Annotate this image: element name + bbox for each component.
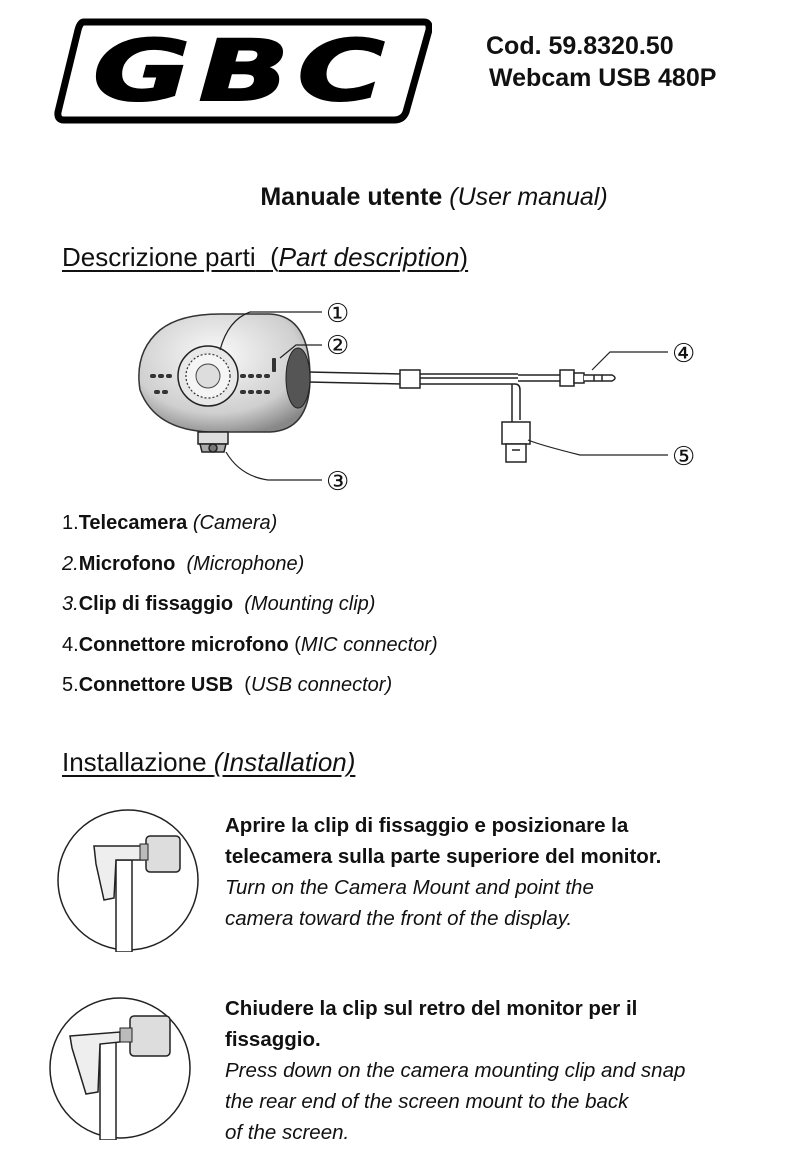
installation-heading-en: (Installation) <box>213 747 356 777</box>
list-item: 2.Microfono (Microphone) <box>62 552 305 575</box>
callout-3: ③ <box>326 467 350 497</box>
installation-heading-it: Installazione <box>62 747 207 777</box>
step-1-illustration <box>56 808 200 952</box>
mic-connector <box>518 370 615 386</box>
gbc-logo <box>54 18 432 124</box>
product-name: Webcam USB 480P <box>489 64 717 92</box>
list-item: 4.Connettore microfono (MIC connector) <box>62 633 438 656</box>
callout-5: ⑤ <box>672 442 696 472</box>
manual-title-it: Manuale utente <box>260 183 443 211</box>
parts-heading-en: Part description <box>278 242 460 272</box>
list-item: 1.Telecamera (Camera) <box>62 512 278 534</box>
parts-list <box>62 510 438 713</box>
manual-title-en: (User manual) <box>449 183 608 211</box>
installation-heading <box>62 746 355 778</box>
callout-4: ④ <box>672 339 696 369</box>
usb-connector <box>502 422 530 462</box>
list-item: 5.Connettore USB (USB connector) <box>62 674 393 696</box>
step-1-text: Aprire la clip di fissaggio e posizionare la telecamera sulla parte superiore del monitor. Turn on the Camera Mount and point the camera toward the front of the display. <box>225 814 662 930</box>
list-item: 3.Clip di fissaggio (Mounting clip) <box>62 593 376 615</box>
logo-text: GBC <box>93 22 393 120</box>
callout-1: ① <box>326 299 350 329</box>
camera-body <box>139 314 310 432</box>
cable <box>308 370 520 422</box>
product-code: Cod. 59.8320.50 <box>486 32 674 60</box>
webcam-diagram <box>120 290 730 500</box>
parts-heading-it: Descrizione parti <box>62 242 256 272</box>
product-info <box>486 30 716 94</box>
parts-heading: Descrizione parti (Part description) <box>62 242 469 272</box>
callout-2: ② <box>326 331 350 361</box>
manual-title <box>30 181 808 213</box>
step-2-illustration <box>48 996 192 1140</box>
step-2-text: Chiudere la clip sul retro del monitor per il fissaggio. Press down on the camera mounting clip and snap the rear end of the screen mount to the back of the screen. <box>225 997 686 1144</box>
mounting-clip <box>198 432 228 452</box>
